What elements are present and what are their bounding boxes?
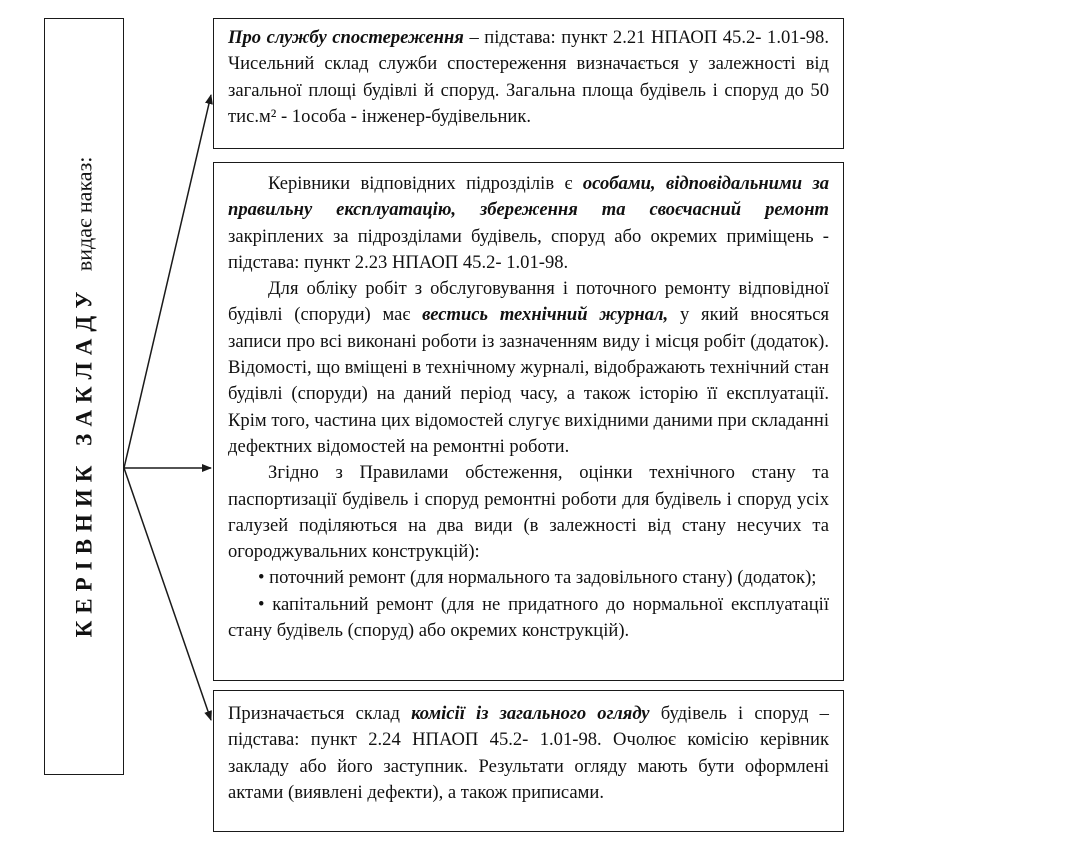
arrow-to-box3 — [124, 468, 211, 720]
vertical-title — [73, 156, 96, 637]
observation-service-lead: Про службу спостереження — [228, 27, 464, 48]
box3-end: будівель і споруд – підстава: пункт 2.24 НПАОП 45.2- 1.01-98. Очолює комісію керівник закладу або його заступник. Результати огляду мають бути оформлені актами (виявлені дефекти), а також приписами. — [228, 703, 829, 803]
observation-service-box — [213, 18, 844, 149]
observation-service-text — [228, 25, 829, 130]
p1-start: Керівники відповідних підрозділів є — [268, 173, 583, 194]
responsible-persons-box — [213, 162, 844, 681]
p1-end: закріплених за підрозділами будівель, споруд або окремих приміщень - підстава: пункт 2.23 НПАОП 45.2- 1.01-98. — [228, 225, 829, 273]
p1-emphasis: особами, відповідальними за правильну експлуатацію, збереження та своєчасний ремонт — [228, 173, 829, 221]
box3-start: Призначається склад — [228, 703, 412, 724]
paragraph-responsible — [228, 171, 829, 276]
p2-emphasis: вестись технічний журнал, — [422, 304, 669, 326]
title-head-of-institution: КЕРІВНИК ЗАКЛАДУ — [71, 284, 97, 637]
head-of-institution-box — [44, 18, 124, 775]
inspection-commission-text — [228, 701, 829, 806]
inspection-commission-box — [213, 690, 844, 832]
list-item-capital-repair: • капітальний ремонт (для не придатного до нормальної експлуатації стану будівель (споруд) або окремих конструкцій). — [228, 593, 829, 642]
list-item-current-repair: • поточний ремонт (для нормального та задовільного стану) (додаток); — [258, 567, 817, 589]
p2-start: Для обліку робіт з обслуговування і поточного ремонту відповідної будівлі (споруди) має — [228, 278, 829, 326]
p2-end: у який вносяться записи про всі виконані роботи із зазначенням виду і місця робіт (додаток). Відомості, що вміщені в технічному журналі, відображають технічний стан будівлі (споруди) на даний період часу, а також історію її експлуатації. Крім того, частина цих відомостей слугує вихідними даними при складанні дефектних відомостей на ремонтні роботи. — [228, 304, 830, 457]
box3-emphasis: комісії із загального огляду — [411, 703, 650, 724]
arrow-to-box1 — [124, 95, 211, 468]
paragraph-repair-types: Згідно з Правилами обстеження, оцінки технічного стану та паспортизації будівель і споруд ремонтні роботи для будівель і споруд усіх галузей поділяються на два види (в залежності від стану несучих та огороджувальних конструкцій): — [228, 462, 829, 563]
observation-service-body: – підстава: пункт 2.21 НПАОП 45.2- 1.01-98. Чисельний склад служби спостереження визначається у залежності від загальної площі будівлі й споруд. Загальна площа будівель і споруд до 50 тис.м² - 1особа - інженер-будівельник. — [228, 27, 830, 127]
title-issues-order: видає наказ: — [71, 156, 97, 277]
paragraph-journal — [228, 276, 829, 460]
